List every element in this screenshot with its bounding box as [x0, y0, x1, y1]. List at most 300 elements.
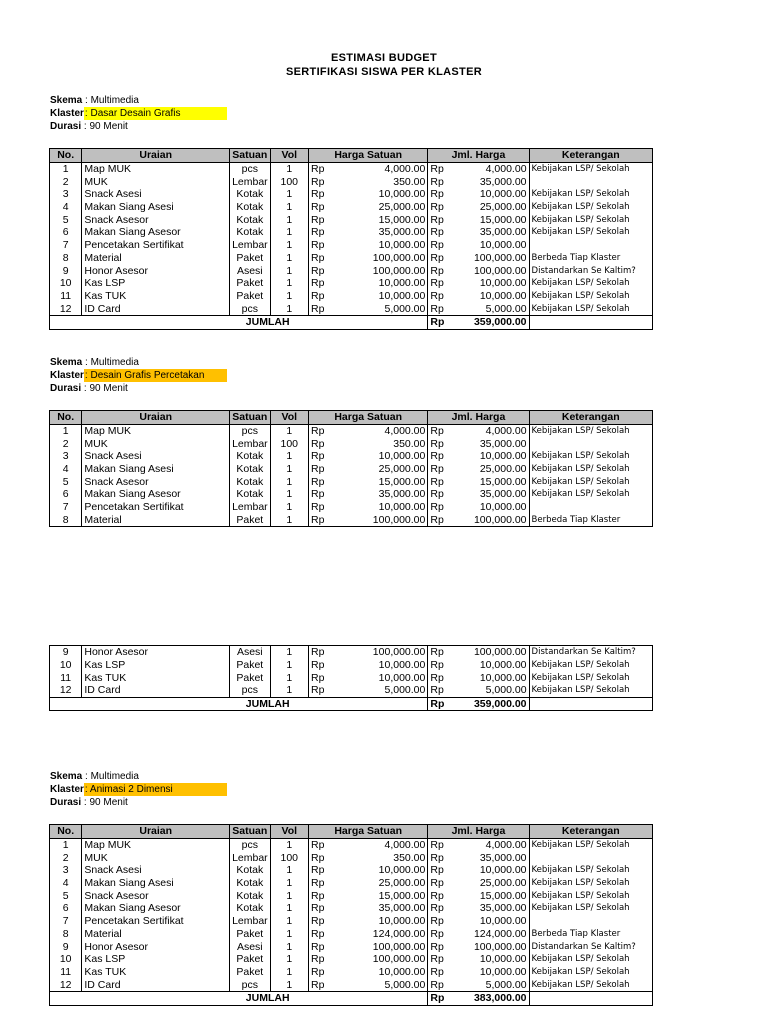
harga-value: 100,000.00 — [372, 264, 426, 277]
currency: Rp — [430, 475, 444, 488]
table-row — [50, 463, 653, 476]
jumlah-value: 35,000.00 — [479, 175, 527, 188]
klaster-line — [50, 107, 227, 120]
currency: Rp — [430, 889, 444, 902]
cell-keterangan: Kebijakan LSP/ Sekolah — [529, 201, 652, 214]
currency: Rp — [310, 302, 325, 315]
document-subtitle: SERTIFIKASI SISWA PER KLASTER — [286, 66, 482, 78]
cell-satuan: Kotak — [230, 450, 270, 463]
currency: Rp — [310, 488, 325, 501]
currency: Rp — [430, 915, 444, 928]
table-row — [50, 188, 653, 201]
cell-vol: 1 — [270, 877, 308, 890]
currency: Rp — [430, 289, 444, 302]
cell-uraian: Makan Siang Asesi — [82, 877, 230, 890]
cell-harga — [308, 437, 427, 450]
cell-satuan: Paket — [230, 277, 270, 290]
cell-vol: 1 — [270, 514, 308, 527]
col-no-header: No. — [50, 825, 82, 839]
currency: Rp — [430, 277, 444, 290]
table-row — [50, 514, 653, 527]
jumlah-value: 10,000.00 — [479, 671, 527, 684]
cell-no: 4 — [50, 463, 82, 476]
cell-uraian: ID Card — [82, 302, 230, 315]
cell-uraian: Kas LSP — [82, 953, 230, 966]
cell-no: 1 — [50, 838, 82, 851]
currency: Rp — [430, 864, 444, 877]
cell-keterangan: Kebijakan LSP/ Sekolah — [529, 226, 652, 239]
jumlah-value: 5,000.00 — [485, 302, 527, 315]
harga-value: 100,000.00 — [372, 646, 426, 659]
cell-harga — [308, 902, 427, 915]
section-1-meta — [50, 94, 227, 133]
harga-value: 15,000.00 — [378, 889, 426, 902]
currency: Rp — [310, 978, 325, 991]
cell-uraian: Snack Asesi — [82, 450, 230, 463]
cell-no: 2 — [50, 175, 82, 188]
harga-value: 35,000.00 — [378, 488, 426, 501]
cell-jumlah — [428, 175, 529, 188]
cell-satuan: Kotak — [230, 877, 270, 890]
currency: Rp — [310, 450, 325, 463]
skema-line — [50, 94, 227, 107]
cell-jumlah — [428, 928, 529, 941]
cell-jumlah — [428, 162, 529, 175]
cell-uraian: Kas LSP — [82, 277, 230, 290]
cell-vol: 1 — [270, 162, 308, 175]
cell-no: 7 — [50, 501, 82, 514]
currency: Rp — [430, 839, 444, 852]
cell-jumlah — [428, 201, 529, 214]
cell-vol: 1 — [270, 659, 308, 672]
cell-no: 12 — [50, 684, 82, 697]
jumlah-value: 100,000.00 — [473, 940, 527, 953]
table-row — [50, 851, 653, 864]
total-label: JUMLAH — [50, 315, 428, 329]
cell-satuan: Kotak — [230, 213, 270, 226]
cell-harga — [308, 978, 427, 991]
cell-jumlah — [428, 877, 529, 890]
durasi-label: Durasi — [50, 797, 82, 808]
currency: Rp — [430, 425, 444, 438]
cell-harga — [308, 162, 427, 175]
cell-uraian: Snack Asesor — [82, 475, 230, 488]
cell-satuan: Kotak — [230, 188, 270, 201]
cell-no: 3 — [50, 188, 82, 201]
cell-uraian: Map MUK — [82, 424, 230, 437]
cell-keterangan: Kebijakan LSP/ Sekolah — [529, 671, 652, 684]
sep: : — [82, 357, 91, 368]
table-row — [50, 175, 653, 188]
currency: Rp — [430, 488, 444, 501]
harga-value: 10,000.00 — [378, 289, 426, 302]
currency: Rp — [430, 671, 444, 684]
cell-uraian: Material — [82, 928, 230, 941]
jumlah-value: 10,000.00 — [479, 864, 527, 877]
col-satuan-header: Satuan — [230, 411, 270, 425]
currency: Rp — [310, 671, 325, 684]
skema-label: Skema — [50, 95, 83, 106]
cell-vol: 1 — [270, 953, 308, 966]
cell-harga — [308, 501, 427, 514]
total-value: 383,000.00 — [473, 992, 527, 1005]
cell-keterangan — [529, 239, 652, 252]
cell-jumlah — [428, 488, 529, 501]
cell-satuan: Lembar — [230, 175, 270, 188]
total-ket — [529, 697, 652, 711]
table-row — [50, 940, 653, 953]
currency: Rp — [310, 425, 325, 438]
cell-no: 5 — [50, 213, 82, 226]
col-jml-harga-header: Jml. Harga — [428, 825, 529, 839]
klaster-highlight — [84, 369, 227, 382]
cell-keterangan: Kebijakan LSP/ Sekolah — [529, 213, 652, 226]
currency: Rp — [310, 437, 325, 450]
currency: Rp — [430, 978, 444, 991]
jumlah-value: 10,000.00 — [479, 965, 527, 978]
cell-jumlah — [428, 475, 529, 488]
col-satuan-header: Satuan — [230, 149, 270, 163]
cell-jumlah — [428, 864, 529, 877]
currency: Rp — [310, 213, 325, 226]
skema-value: Multimedia — [90, 95, 139, 106]
col-uraian-header: Uraian — [82, 411, 230, 425]
total-label: JUMLAH — [50, 991, 428, 1005]
table-row — [50, 928, 653, 941]
cell-harga — [308, 851, 427, 864]
table-row — [50, 659, 653, 672]
cell-vol: 1 — [270, 252, 308, 265]
cell-vol: 1 — [270, 501, 308, 514]
cell-vol: 1 — [270, 290, 308, 303]
cell-vol: 1 — [270, 213, 308, 226]
cell-uraian: Map MUK — [82, 162, 230, 175]
harga-value: 4,000.00 — [384, 163, 426, 176]
cell-keterangan: Kebijakan LSP/ Sekolah — [529, 424, 652, 437]
harga-value: 10,000.00 — [378, 501, 426, 514]
cell-harga — [308, 889, 427, 902]
cell-harga — [308, 928, 427, 941]
cell-jumlah — [428, 684, 529, 697]
cell-jumlah — [428, 671, 529, 684]
cell-no: 6 — [50, 488, 82, 501]
cell-vol: 100 — [270, 175, 308, 188]
sep: : — [84, 370, 91, 381]
cell-no: 8 — [50, 252, 82, 265]
cell-harga — [308, 671, 427, 684]
col-jml-harga-header: Jml. Harga — [428, 411, 529, 425]
cell-jumlah — [428, 424, 529, 437]
cell-vol: 1 — [270, 239, 308, 252]
cell-no: 2 — [50, 437, 82, 450]
jumlah-value: 124,000.00 — [473, 927, 527, 940]
cell-keterangan: Berbeda Tiap Klaster — [529, 514, 652, 527]
jumlah-value: 10,000.00 — [479, 450, 527, 463]
klaster-label: Klaster — [50, 108, 84, 119]
currency: Rp — [430, 251, 444, 264]
harga-value: 25,000.00 — [378, 201, 426, 214]
cell-jumlah — [428, 646, 529, 659]
cell-no: 12 — [50, 302, 82, 315]
cell-vol: 1 — [270, 646, 308, 659]
currency: Rp — [310, 501, 325, 514]
cell-no: 5 — [50, 889, 82, 902]
currency: Rp — [310, 915, 325, 928]
cell-satuan: pcs — [230, 162, 270, 175]
cell-uraian: MUK — [82, 437, 230, 450]
currency: Rp — [310, 889, 325, 902]
skema-line — [50, 770, 227, 783]
klaster-line — [50, 369, 227, 382]
harga-value: 4,000.00 — [384, 839, 426, 852]
jumlah-value: 5,000.00 — [485, 684, 527, 697]
cell-satuan: pcs — [230, 838, 270, 851]
currency: Rp — [430, 940, 444, 953]
skema-line — [50, 356, 227, 369]
cell-no: 5 — [50, 475, 82, 488]
currency: Rp — [310, 940, 325, 953]
cell-keterangan: Kebijakan LSP/ Sekolah — [529, 290, 652, 303]
cell-harga — [308, 659, 427, 672]
currency: Rp — [310, 289, 325, 302]
harga-value: 10,000.00 — [378, 965, 426, 978]
sep: : — [82, 771, 91, 782]
cell-no: 11 — [50, 966, 82, 979]
cell-jumlah — [428, 463, 529, 476]
budget-table-3 — [49, 824, 653, 1006]
currency: Rp — [430, 659, 444, 672]
currency: Rp — [430, 902, 444, 915]
table-row — [50, 475, 653, 488]
currency: Rp — [310, 513, 325, 526]
table-row — [50, 889, 653, 902]
klaster-label: Klaster — [50, 784, 84, 795]
table-row — [50, 424, 653, 437]
harga-value: 5,000.00 — [384, 978, 426, 991]
harga-value: 5,000.00 — [384, 302, 426, 315]
currency: Rp — [430, 450, 444, 463]
cell-keterangan: Berbeda Tiap Klaster — [529, 928, 652, 941]
cell-vol: 1 — [270, 978, 308, 991]
table-row — [50, 684, 653, 697]
cell-vol: 1 — [270, 889, 308, 902]
cell-keterangan: Kebijakan LSP/ Sekolah — [529, 277, 652, 290]
currency: Rp — [430, 201, 444, 214]
col-uraian-header: Uraian — [82, 825, 230, 839]
sep: : — [84, 784, 90, 795]
durasi-line — [50, 382, 227, 395]
harga-value: 10,000.00 — [378, 188, 426, 201]
cell-satuan: Lembar — [230, 501, 270, 514]
total-value: 359,000.00 — [473, 698, 527, 711]
cell-satuan: Kotak — [230, 889, 270, 902]
cell-keterangan — [529, 851, 652, 864]
cell-harga — [308, 201, 427, 214]
currency: Rp — [310, 475, 325, 488]
cell-satuan: pcs — [230, 684, 270, 697]
cell-jumlah — [428, 252, 529, 265]
table-row — [50, 450, 653, 463]
cell-keterangan: Kebijakan LSP/ Sekolah — [529, 877, 652, 890]
cell-satuan: Lembar — [230, 915, 270, 928]
cell-keterangan: Berbeda Tiap Klaster — [529, 252, 652, 265]
cell-jumlah — [428, 514, 529, 527]
currency: Rp — [430, 965, 444, 978]
cell-satuan: Kotak — [230, 475, 270, 488]
cell-uraian: Pencetakan Sertifikat — [82, 239, 230, 252]
harga-value: 35,000.00 — [378, 226, 426, 239]
table-row — [50, 501, 653, 514]
cell-vol: 1 — [270, 915, 308, 928]
col-harga-satuan-header: Harga Satuan — [308, 411, 427, 425]
currency: Rp — [310, 877, 325, 890]
col-keterangan-header: Keterangan — [529, 411, 652, 425]
cell-keterangan: Kebijakan LSP/ Sekolah — [529, 978, 652, 991]
cell-jumlah — [428, 302, 529, 315]
jumlah-value: 35,000.00 — [479, 902, 527, 915]
table-row — [50, 877, 653, 890]
jumlah-value: 15,000.00 — [479, 475, 527, 488]
klaster-label: Klaster — [50, 370, 84, 381]
currency: Rp — [430, 316, 445, 329]
cell-uraian: Pencetakan Sertifikat — [82, 501, 230, 514]
cell-harga — [308, 424, 427, 437]
cell-no: 3 — [50, 450, 82, 463]
cell-vol: 1 — [270, 188, 308, 201]
harga-value: 350.00 — [393, 851, 426, 864]
cell-uraian: Kas LSP — [82, 659, 230, 672]
cell-satuan: Asesi — [230, 646, 270, 659]
harga-value: 100,000.00 — [372, 953, 426, 966]
cell-keterangan — [529, 915, 652, 928]
currency: Rp — [430, 463, 444, 476]
cell-jumlah — [428, 450, 529, 463]
budget-table-2-part-1 — [49, 410, 653, 527]
cell-jumlah — [428, 188, 529, 201]
cell-uraian: Honor Asesor — [82, 940, 230, 953]
cell-uraian: Material — [82, 252, 230, 265]
cell-satuan: pcs — [230, 424, 270, 437]
cell-vol: 100 — [270, 851, 308, 864]
cell-harga — [308, 877, 427, 890]
cell-vol: 100 — [270, 437, 308, 450]
harga-value: 15,000.00 — [378, 213, 426, 226]
jumlah-value: 4,000.00 — [485, 163, 527, 176]
currency: Rp — [430, 513, 444, 526]
durasi-value: 90 Menit — [89, 797, 128, 808]
harga-value: 10,000.00 — [378, 450, 426, 463]
currency: Rp — [310, 927, 325, 940]
cell-jumlah — [428, 953, 529, 966]
cell-vol: 1 — [270, 463, 308, 476]
currency: Rp — [310, 277, 325, 290]
klaster-value: Dasar Desain Grafis — [90, 108, 181, 119]
currency: Rp — [430, 927, 444, 940]
cell-vol: 1 — [270, 940, 308, 953]
cell-jumlah — [428, 940, 529, 953]
cell-vol: 1 — [270, 302, 308, 315]
currency: Rp — [430, 851, 444, 864]
currency: Rp — [430, 953, 444, 966]
cell-uraian: Honor Asesor — [82, 646, 230, 659]
cell-uraian: Kas TUK — [82, 671, 230, 684]
harga-value: 10,000.00 — [378, 659, 426, 672]
harga-value: 350.00 — [393, 175, 426, 188]
cell-vol: 1 — [270, 264, 308, 277]
table-row — [50, 838, 653, 851]
table-row — [50, 437, 653, 450]
table-row — [50, 277, 653, 290]
currency: Rp — [430, 302, 444, 315]
cell-no: 8 — [50, 514, 82, 527]
sep: : — [81, 383, 90, 394]
currency: Rp — [430, 163, 444, 176]
cell-harga — [308, 226, 427, 239]
col-jml-harga-header: Jml. Harga — [428, 149, 529, 163]
col-keterangan-header: Keterangan — [529, 825, 652, 839]
cell-vol: 1 — [270, 864, 308, 877]
currency: Rp — [310, 851, 325, 864]
cell-harga — [308, 302, 427, 315]
cell-harga — [308, 940, 427, 953]
currency: Rp — [430, 684, 444, 697]
cell-no: 1 — [50, 424, 82, 437]
table-row — [50, 201, 653, 214]
cell-satuan: Paket — [230, 659, 270, 672]
cell-satuan: Paket — [230, 290, 270, 303]
cell-harga — [308, 290, 427, 303]
klaster-highlight — [84, 107, 227, 120]
cell-jumlah — [428, 902, 529, 915]
skema-label: Skema — [50, 771, 83, 782]
budget-table-1 — [49, 148, 653, 330]
cell-no: 12 — [50, 978, 82, 991]
currency: Rp — [310, 646, 325, 659]
jumlah-value: 4,000.00 — [485, 839, 527, 852]
currency: Rp — [310, 684, 325, 697]
cell-vol: 1 — [270, 424, 308, 437]
cell-uraian: Makan Siang Asesor — [82, 488, 230, 501]
table-row — [50, 671, 653, 684]
harga-value: 350.00 — [393, 437, 426, 450]
durasi-label: Durasi — [50, 383, 82, 394]
cell-no: 9 — [50, 646, 82, 659]
table-row — [50, 978, 653, 991]
currency: Rp — [430, 226, 444, 239]
cell-no: 9 — [50, 264, 82, 277]
currency: Rp — [430, 877, 444, 890]
currency: Rp — [310, 163, 325, 176]
table-header — [50, 149, 653, 163]
harga-value: 25,000.00 — [378, 463, 426, 476]
cell-jumlah — [428, 889, 529, 902]
table-row — [50, 966, 653, 979]
jumlah-value: 100,000.00 — [473, 513, 527, 526]
currency: Rp — [430, 437, 444, 450]
table-row — [50, 488, 653, 501]
cell-keterangan: Kebijakan LSP/ Sekolah — [529, 162, 652, 175]
cell-jumlah — [428, 501, 529, 514]
total-label: JUMLAH — [50, 697, 428, 711]
jumlah-value: 100,000.00 — [473, 264, 527, 277]
cell-satuan: Kotak — [230, 226, 270, 239]
cell-harga — [308, 252, 427, 265]
harga-value: 10,000.00 — [378, 864, 426, 877]
currency: Rp — [310, 864, 325, 877]
col-no-header: No. — [50, 411, 82, 425]
durasi-line — [50, 120, 227, 133]
durasi-value: 90 Menit — [89, 121, 128, 132]
